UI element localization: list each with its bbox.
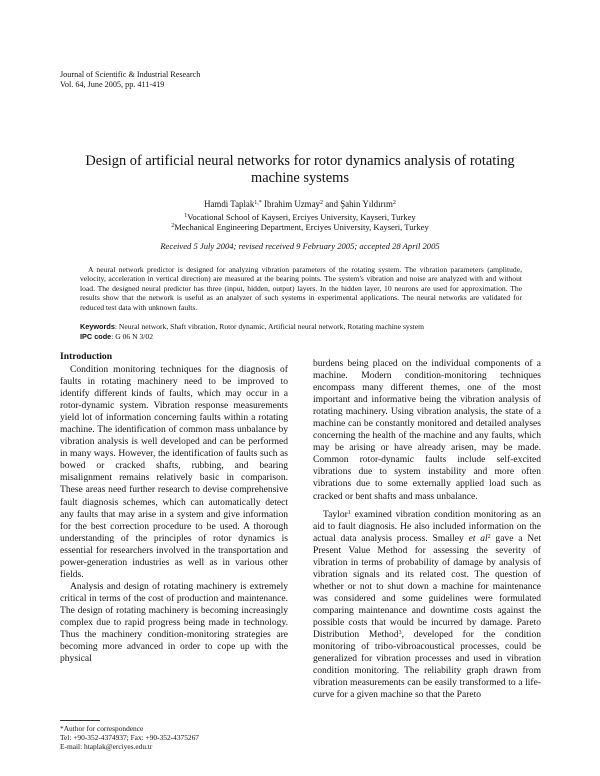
- intro-heading: Introduction: [60, 351, 113, 362]
- author-block: [60, 199, 540, 233]
- intro-paragraph-1: Condition monitoring techniques for the diagnosis of faults in rotating machinery need to be improved to identify different kinds of faults, which may occur in a rotor-dynamic system. Vibration response measurements yield lot of information concerning faults within a rotating machine. The identification of common mass unbalance by vibration analysis is well developed and can be performed in many ways. However, the identification of faults such as bowed or cracked shafts, rubbing, and bearing misalignment remains relatively basic in comparison. These areas need further research to devise comprehensive fault diagnosis schemes, which can automatically detect any faults that may arise in a system and give information for the best correction procedure to be used. A thorough understanding of the principles of rotor dynamics is essential for researchers involved in the transportation and power-generation industries as well as in various other fields.: [60, 364, 288, 580]
- affiliation-1-num: 1: [184, 212, 188, 219]
- author-names: [60, 199, 540, 210]
- author-3-sup: 2: [392, 200, 396, 206]
- footnotes: [60, 724, 199, 752]
- keywords-line: [80, 322, 522, 332]
- author-and: and: [325, 199, 339, 209]
- keywords-text: : Neural network, Shaft vibration, Rotor dynamic, Artificial neural network, Rotating machine system: [114, 322, 425, 331]
- journal-header: [60, 70, 200, 91]
- footnote-author: *Author for correspondence: [60, 724, 144, 733]
- author-2-sup: 2: [319, 200, 323, 206]
- ref-1: 1: [347, 509, 351, 516]
- ipc-code: : G 06 N 3/02: [111, 331, 153, 341]
- paper-title: Design of artificial neural networks for rotor dynamics analysis of rotating machine systems: [85, 153, 515, 186]
- journal-volume: Vol. 64, June 2005, pp. 411-419: [60, 80, 165, 90]
- author-1-star: *: [258, 200, 262, 206]
- footnote-email: E-mail: htaplak@erciyes.edu.tr: [60, 742, 153, 752]
- author-1-sup: 1,: [254, 200, 259, 206]
- ipc-line: [80, 332, 522, 342]
- affiliation-2-text: Mechanical Engineering Department, Erciyes University, Kayseri, Turkey: [174, 222, 429, 232]
- ref-3: 3: [398, 630, 402, 637]
- footnote-divider: [60, 720, 100, 721]
- affiliation-2: [60, 222, 540, 233]
- author-3: Şahin Yıldırım: [340, 199, 393, 209]
- received-dates: Received 5 July 2004; revised received 9 February 2005; accepted 28 April 2005: [160, 241, 440, 251]
- affiliation-2-num: 2: [171, 223, 175, 229]
- affiliation-1: [60, 212, 540, 223]
- intro-paragraph-3: [313, 509, 541, 702]
- affiliation-1-text: Vocational School of Kayseri, Erciyes University, Kayseri, Turkey: [187, 211, 416, 222]
- cite-taylor: Taylor: [323, 508, 348, 520]
- intro-paragraph-2: Analysis and design of rotating machinery is extremely critical in terms of the cost of production and maintenance. The design of rotating machinery is becoming increasingly complex due to rapid progress being made in technology. Thus the machinery condition-monitoring strategies are becoming more advanced in order to cope up with the physical: [60, 580, 288, 665]
- journal-name: Journal of Scientific & Industrial Research: [60, 70, 201, 79]
- keywords-block: [80, 322, 522, 341]
- ref-2: 2: [487, 533, 491, 540]
- p3-text-b: examined vibration condition monitoring as an aid to fault diagnosis. He also included information on the actual data analysis process. Smalley: [313, 508, 541, 544]
- author-1: Hamdi Taplak: [204, 199, 255, 209]
- author-2: Ibrahim Uzmay: [264, 199, 320, 209]
- keywords-label: Keywords: [80, 322, 115, 331]
- column-right: [313, 358, 541, 701]
- footnote-phone: Tel: +90-352-4374937; Fax: +90-352-4375267: [60, 733, 199, 743]
- p3-et-al: et al: [468, 532, 488, 544]
- column-left: [60, 351, 288, 665]
- p3-text-d: , developed for the condition monitoring of tribo-vibroacoustical processes, could be generalized for vibration processes and used in vibration condition monitoring. The reliability graph drawn from vibration measurements can be easily transformed to a life-curve for a given machine so that the Pareto: [313, 629, 541, 701]
- abstract: A neural network predictor is designed for analyzing vibration parameters of the rotating system. The vibration parameters (amplitude, velocity, acceleration in vertical direction) are measured at the bearing points. The system's vibration and noise are analyzed with and without load. The designed neural predictor has three (input, hidden, output) layers. In the hidden layer, 10 neurons are used for approximation. The results show that the network is useful as an analyzer of such systems in experimental applications. The neural networks are validated for reduced test data with unknown faults.: [80, 265, 522, 312]
- p3-text-c: gave a Net Present Value Method for assessing the severity of vibration in terms of probability of damage by analysis of vibration signals and its related cost. The question of whether or not to shut down a machine for maintenance was considered and some guidelines were formulated comparing maintenance and downtime costs against the possible costs that would be incurred by damage. Pareto Distribution Method: [313, 532, 541, 641]
- ipc-label: IPC code: [80, 331, 112, 341]
- intro-paragraph-2-continued: burdens being placed on the individual components of a machine. Modern condition-monitoring techniques encompass many different themes, one of the most important and informative being the vibration analysis of rotating machinery. Using vibration analysis, the state of a machine can be constantly monitored and detailed analyses concerning the health of the machine and any faults, which may be arising or have already arisen, may be made. Common rotor-dynamic faults include self-excited vibrations due to system instability and more often vibrations due to some externally applied load such as cracked or bent shafts and mass unbalance.: [313, 358, 541, 502]
